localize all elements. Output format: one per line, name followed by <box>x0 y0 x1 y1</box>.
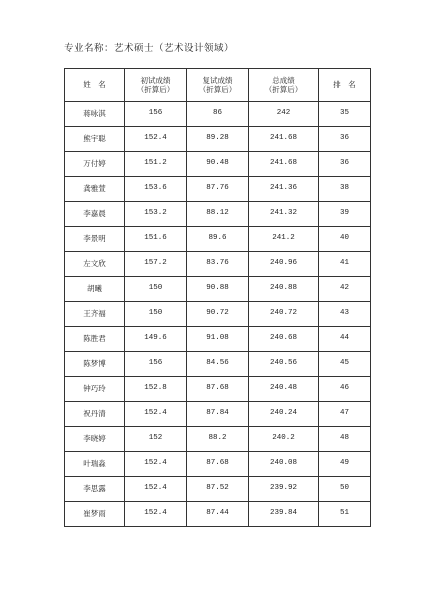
cell-total-score: 242 <box>249 102 319 127</box>
cell-retest-score: 90.72 <box>187 302 249 327</box>
cell-rank: 35 <box>319 102 371 127</box>
table-row <box>65 502 371 527</box>
cell-initial-score: 156 <box>125 352 187 377</box>
table-row <box>65 277 371 302</box>
cell-name: 李思露 <box>65 477 125 502</box>
cell-total-score: 240.48 <box>249 377 319 402</box>
cell-total-score: 241.2 <box>249 227 319 252</box>
cell-name: 蒋咏淇 <box>65 102 125 127</box>
header-retest-label: 复试成绩 <box>202 75 233 85</box>
cell-rank: 43 <box>319 302 371 327</box>
cell-initial-score: 152.4 <box>125 127 187 152</box>
header-name-label: 姓 名 <box>83 80 106 90</box>
cell-initial-score: 151.6 <box>125 227 187 252</box>
cell-retest-score: 87.68 <box>187 452 249 477</box>
cell-name: 熊宇聪 <box>65 127 125 152</box>
cell-rank: 36 <box>319 127 371 152</box>
major-title: 专业名称：艺术硕士（艺术设计领域） <box>64 43 235 54</box>
table-row <box>65 452 371 477</box>
cell-retest-score: 87.44 <box>187 502 249 527</box>
header-total-score <box>249 69 319 102</box>
cell-rank: 40 <box>319 227 371 252</box>
cell-retest-score: 84.56 <box>187 352 249 377</box>
cell-rank: 42 <box>319 277 371 302</box>
table-row <box>65 427 371 452</box>
table-row <box>65 377 371 402</box>
cell-initial-score: 156 <box>125 102 187 127</box>
cell-name: 李晓婷 <box>65 427 125 452</box>
cell-total-score: 240.88 <box>249 277 319 302</box>
cell-name: 祝丹清 <box>65 402 125 427</box>
header-retest-score <box>187 69 249 102</box>
table-row <box>65 152 371 177</box>
cell-total-score: 240.2 <box>249 427 319 452</box>
cell-total-score: 240.96 <box>249 252 319 277</box>
cell-total-score: 240.56 <box>249 352 319 377</box>
cell-retest-score: 87.84 <box>187 402 249 427</box>
cell-retest-score: 89.6 <box>187 227 249 252</box>
cell-total-score: 240.08 <box>249 452 319 477</box>
cell-initial-score: 151.2 <box>125 152 187 177</box>
table-header <box>65 69 371 102</box>
cell-initial-score: 153.2 <box>125 202 187 227</box>
header-initial-note: （折算后） <box>136 85 175 94</box>
table-row <box>65 202 371 227</box>
cell-rank: 39 <box>319 202 371 227</box>
table-row <box>65 252 371 277</box>
cell-initial-score: 152 <box>125 427 187 452</box>
cell-rank: 49 <box>319 452 371 477</box>
cell-name: 胡曦 <box>65 277 125 302</box>
cell-retest-score: 86 <box>187 102 249 127</box>
cell-initial-score: 152.4 <box>125 477 187 502</box>
cell-initial-score: 149.6 <box>125 327 187 352</box>
header-name <box>65 69 125 102</box>
header-rank-label: 排 名 <box>333 80 356 90</box>
cell-name: 崔梦雨 <box>65 502 125 527</box>
cell-retest-score: 91.08 <box>187 327 249 352</box>
cell-name: 王齐福 <box>65 302 125 327</box>
table-row <box>65 127 371 152</box>
header-initial-label: 初试成绩 <box>140 75 171 85</box>
cell-retest-score: 87.76 <box>187 177 249 202</box>
cell-rank: 44 <box>319 327 371 352</box>
cell-retest-score: 88.2 <box>187 427 249 452</box>
cell-name: 左文欣 <box>65 252 125 277</box>
cell-retest-score: 87.68 <box>187 377 249 402</box>
cell-name: 陈梦博 <box>65 352 125 377</box>
cell-retest-score: 88.12 <box>187 202 249 227</box>
cell-name: 李景明 <box>65 227 125 252</box>
table-row <box>65 102 371 127</box>
header-initial-score <box>125 69 187 102</box>
cell-rank: 45 <box>319 352 371 377</box>
header-retest-note: （折算后） <box>198 85 237 94</box>
cell-rank: 51 <box>319 502 371 527</box>
cell-retest-score: 89.28 <box>187 127 249 152</box>
table-row <box>65 402 371 427</box>
cell-retest-score: 90.48 <box>187 152 249 177</box>
table-row <box>65 327 371 352</box>
cell-initial-score: 150 <box>125 277 187 302</box>
cell-name: 龚雅萱 <box>65 177 125 202</box>
table-row <box>65 227 371 252</box>
table-row <box>65 477 371 502</box>
cell-name: 李嘉晨 <box>65 202 125 227</box>
cell-retest-score: 87.52 <box>187 477 249 502</box>
cell-initial-score: 152.4 <box>125 402 187 427</box>
header-rank <box>319 69 371 102</box>
cell-rank: 41 <box>319 252 371 277</box>
cell-total-score: 239.92 <box>249 477 319 502</box>
score-table <box>64 68 371 527</box>
cell-rank: 46 <box>319 377 371 402</box>
cell-total-score: 239.84 <box>249 502 319 527</box>
cell-name: 陈胜君 <box>65 327 125 352</box>
cell-total-score: 240.24 <box>249 402 319 427</box>
cell-rank: 47 <box>319 402 371 427</box>
cell-initial-score: 150 <box>125 302 187 327</box>
cell-total-score: 240.72 <box>249 302 319 327</box>
header-total-label: 总成绩 <box>272 75 295 85</box>
cell-total-score: 241.36 <box>249 177 319 202</box>
cell-rank: 36 <box>319 152 371 177</box>
cell-rank: 50 <box>319 477 371 502</box>
header-row <box>65 69 371 102</box>
cell-name: 叶瑞淼 <box>65 452 125 477</box>
table-row <box>65 302 371 327</box>
cell-name: 万付婷 <box>65 152 125 177</box>
cell-initial-score: 152.4 <box>125 452 187 477</box>
cell-total-score: 241.32 <box>249 202 319 227</box>
cell-initial-score: 152.8 <box>125 377 187 402</box>
cell-total-score: 241.68 <box>249 152 319 177</box>
cell-total-score: 241.68 <box>249 127 319 152</box>
table-row <box>65 177 371 202</box>
cell-total-score: 240.68 <box>249 327 319 352</box>
cell-initial-score: 153.6 <box>125 177 187 202</box>
cell-rank: 38 <box>319 177 371 202</box>
cell-retest-score: 90.88 <box>187 277 249 302</box>
cell-initial-score: 152.4 <box>125 502 187 527</box>
cell-initial-score: 157.2 <box>125 252 187 277</box>
cell-name: 钟巧玲 <box>65 377 125 402</box>
cell-retest-score: 83.76 <box>187 252 249 277</box>
table-body <box>65 102 371 527</box>
header-total-note: （折算后） <box>264 85 303 94</box>
cell-rank: 48 <box>319 427 371 452</box>
table-row <box>65 352 371 377</box>
